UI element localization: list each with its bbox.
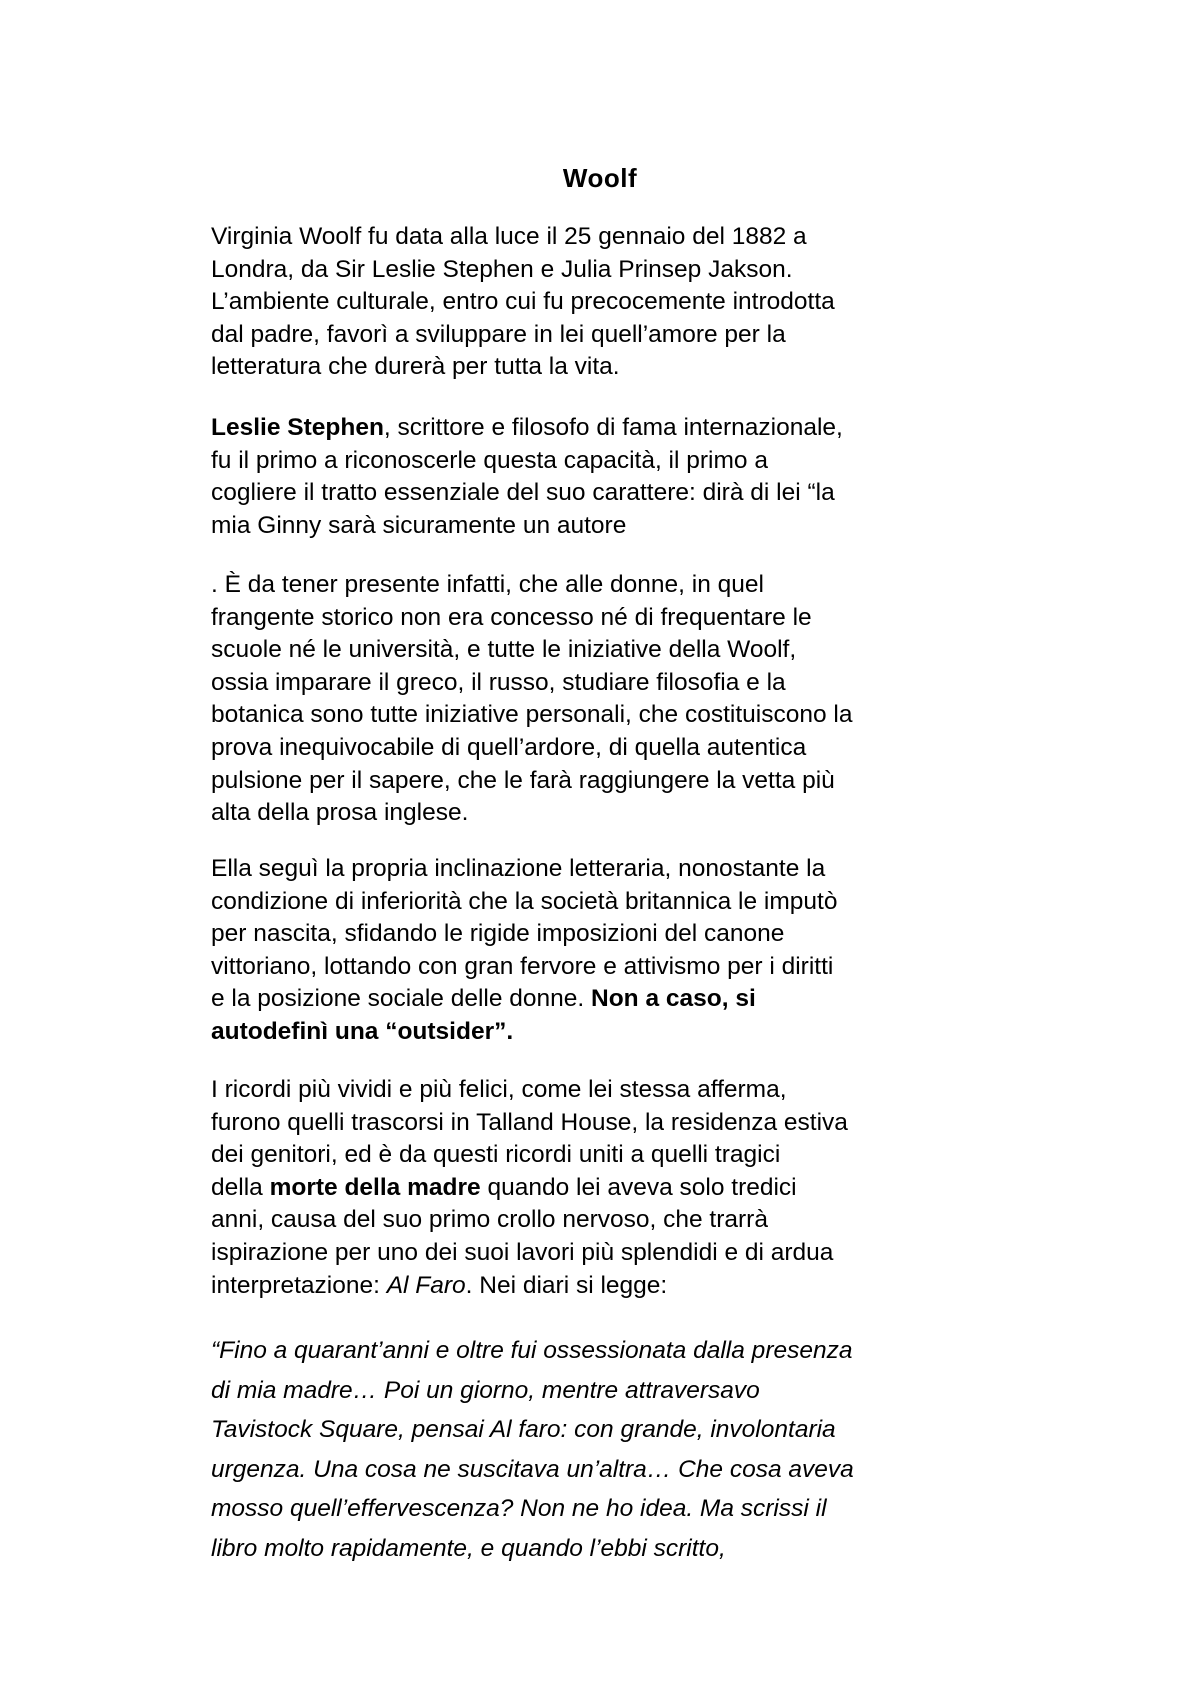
text-line: ossia imparare il greco, il russo, studiare filosofia e la (211, 668, 786, 696)
quote-line: “Fino a quarant’anni e oltre fui ossessionata dalla presenza (211, 1337, 853, 1364)
text-line: anni, causa del suo primo crollo nervoso, che trarrà (211, 1206, 768, 1234)
text-line: ispirazione per uno dei suoi lavori più splendidi e di ardua (211, 1238, 834, 1266)
quote-line: mosso quell’effervescenza? Non ne ho idea. Ma scrissi il (211, 1495, 827, 1522)
text-line (211, 412, 1001, 445)
text-run: quando lei aveva solo tredici (480, 1173, 797, 1201)
paragraph-education (211, 569, 1001, 830)
text-line: cogliere il tratto essenziale del suo carattere: dirà di lei “la (211, 479, 835, 507)
text-line: Londra, da Sir Leslie Stephen e Julia Prinsep Jakson. (211, 255, 793, 283)
page-title: Woolf (562, 163, 638, 193)
text-run: e la posizione sociale delle donne. (211, 985, 592, 1013)
text-line: mia Ginny sarà sicuramente un autore (211, 511, 627, 539)
text-line: per nascita, sfidando le rigide imposizioni del canone (211, 920, 785, 948)
book-title: Al Faro (386, 1271, 466, 1299)
bold-phrase: Non a caso, si (591, 985, 756, 1013)
text-line: vittoriano, lottando con gran fervore e attivismo per i diritti (211, 952, 834, 980)
text-line: L’ambiente culturale, entro cui fu precocemente introdotta (211, 288, 835, 316)
paragraph-birth (211, 221, 1001, 384)
text-run: interpretazione: (211, 1271, 387, 1299)
paragraph-memories (211, 1074, 1001, 1302)
text-line (211, 983, 1001, 1016)
text-run: . Nei diari si legge: (465, 1271, 668, 1299)
bold-name: Leslie Stephen (211, 414, 384, 441)
paragraph-leslie-stephen (211, 412, 1001, 542)
text-run: , scrittore e filosofo di fama internazionale, (383, 414, 843, 441)
text-line: letteratura che durerà per tutta la vita. (211, 353, 620, 381)
bold-phrase: autodefinì una “outsider”. (211, 1017, 514, 1045)
quote-line: libro molto rapidamente, e quando l’ebbi scritto, (211, 1534, 726, 1562)
quote-line: di mia madre… Poi un giorno, mentre attraversavo (211, 1376, 760, 1404)
text-line: Virginia Woolf fu data alla luce il 25 gennaio del 1882 a (211, 223, 807, 250)
text-line: condizione di inferiorità che la società britannica le imputò (211, 887, 838, 915)
text-line: alta della prosa inglese. (211, 799, 469, 827)
text-line: dal padre, favorì a sviluppare in lei quell’amore per la (211, 320, 786, 348)
text-run: della (211, 1173, 270, 1201)
text-line: prova inequivocabile di quell’ardore, di quella autentica (211, 733, 807, 761)
text-line: furono quelli trascorsi in Talland House, la residenza estiva (211, 1108, 848, 1136)
text-line: Ella seguì la propria inclinazione letteraria, nonostante la (211, 855, 826, 882)
text-line: fu il primo a riconoscerle questa capacità, il primo a (211, 446, 768, 474)
diary-quote (211, 1331, 1001, 1568)
text-line: dei genitori, ed è da questi ricordi uniti a quelli tragici (211, 1141, 781, 1169)
text-line (211, 1270, 1001, 1303)
text-line: botanica sono tutte iniziative personali, che costituiscono la (211, 701, 853, 729)
quote-line: urgenza. Una cosa ne suscitava un’altra… Che cosa aveva (211, 1455, 854, 1483)
text-line (211, 1016, 1001, 1049)
paragraph-outsider (211, 853, 1001, 1049)
text-line: pulsione per il sapere, che le farà raggiungere la vetta più (211, 766, 835, 794)
quote-line: Tavistock Square, pensai Al faro: con grande, involontaria (211, 1416, 836, 1443)
text-line: scuole né le università, e tutte le iniziative della Woolf, (211, 636, 797, 664)
text-line (211, 1172, 1001, 1205)
text-line: I ricordi più vividi e più felici, come lei stessa afferma, (211, 1076, 787, 1103)
bold-phrase: morte della madre (269, 1173, 481, 1201)
text-line: frangente storico non era concesso né di frequentare le (211, 603, 812, 631)
text-line: . È da tener presente infatti, che alle donne, in quel (211, 571, 764, 598)
